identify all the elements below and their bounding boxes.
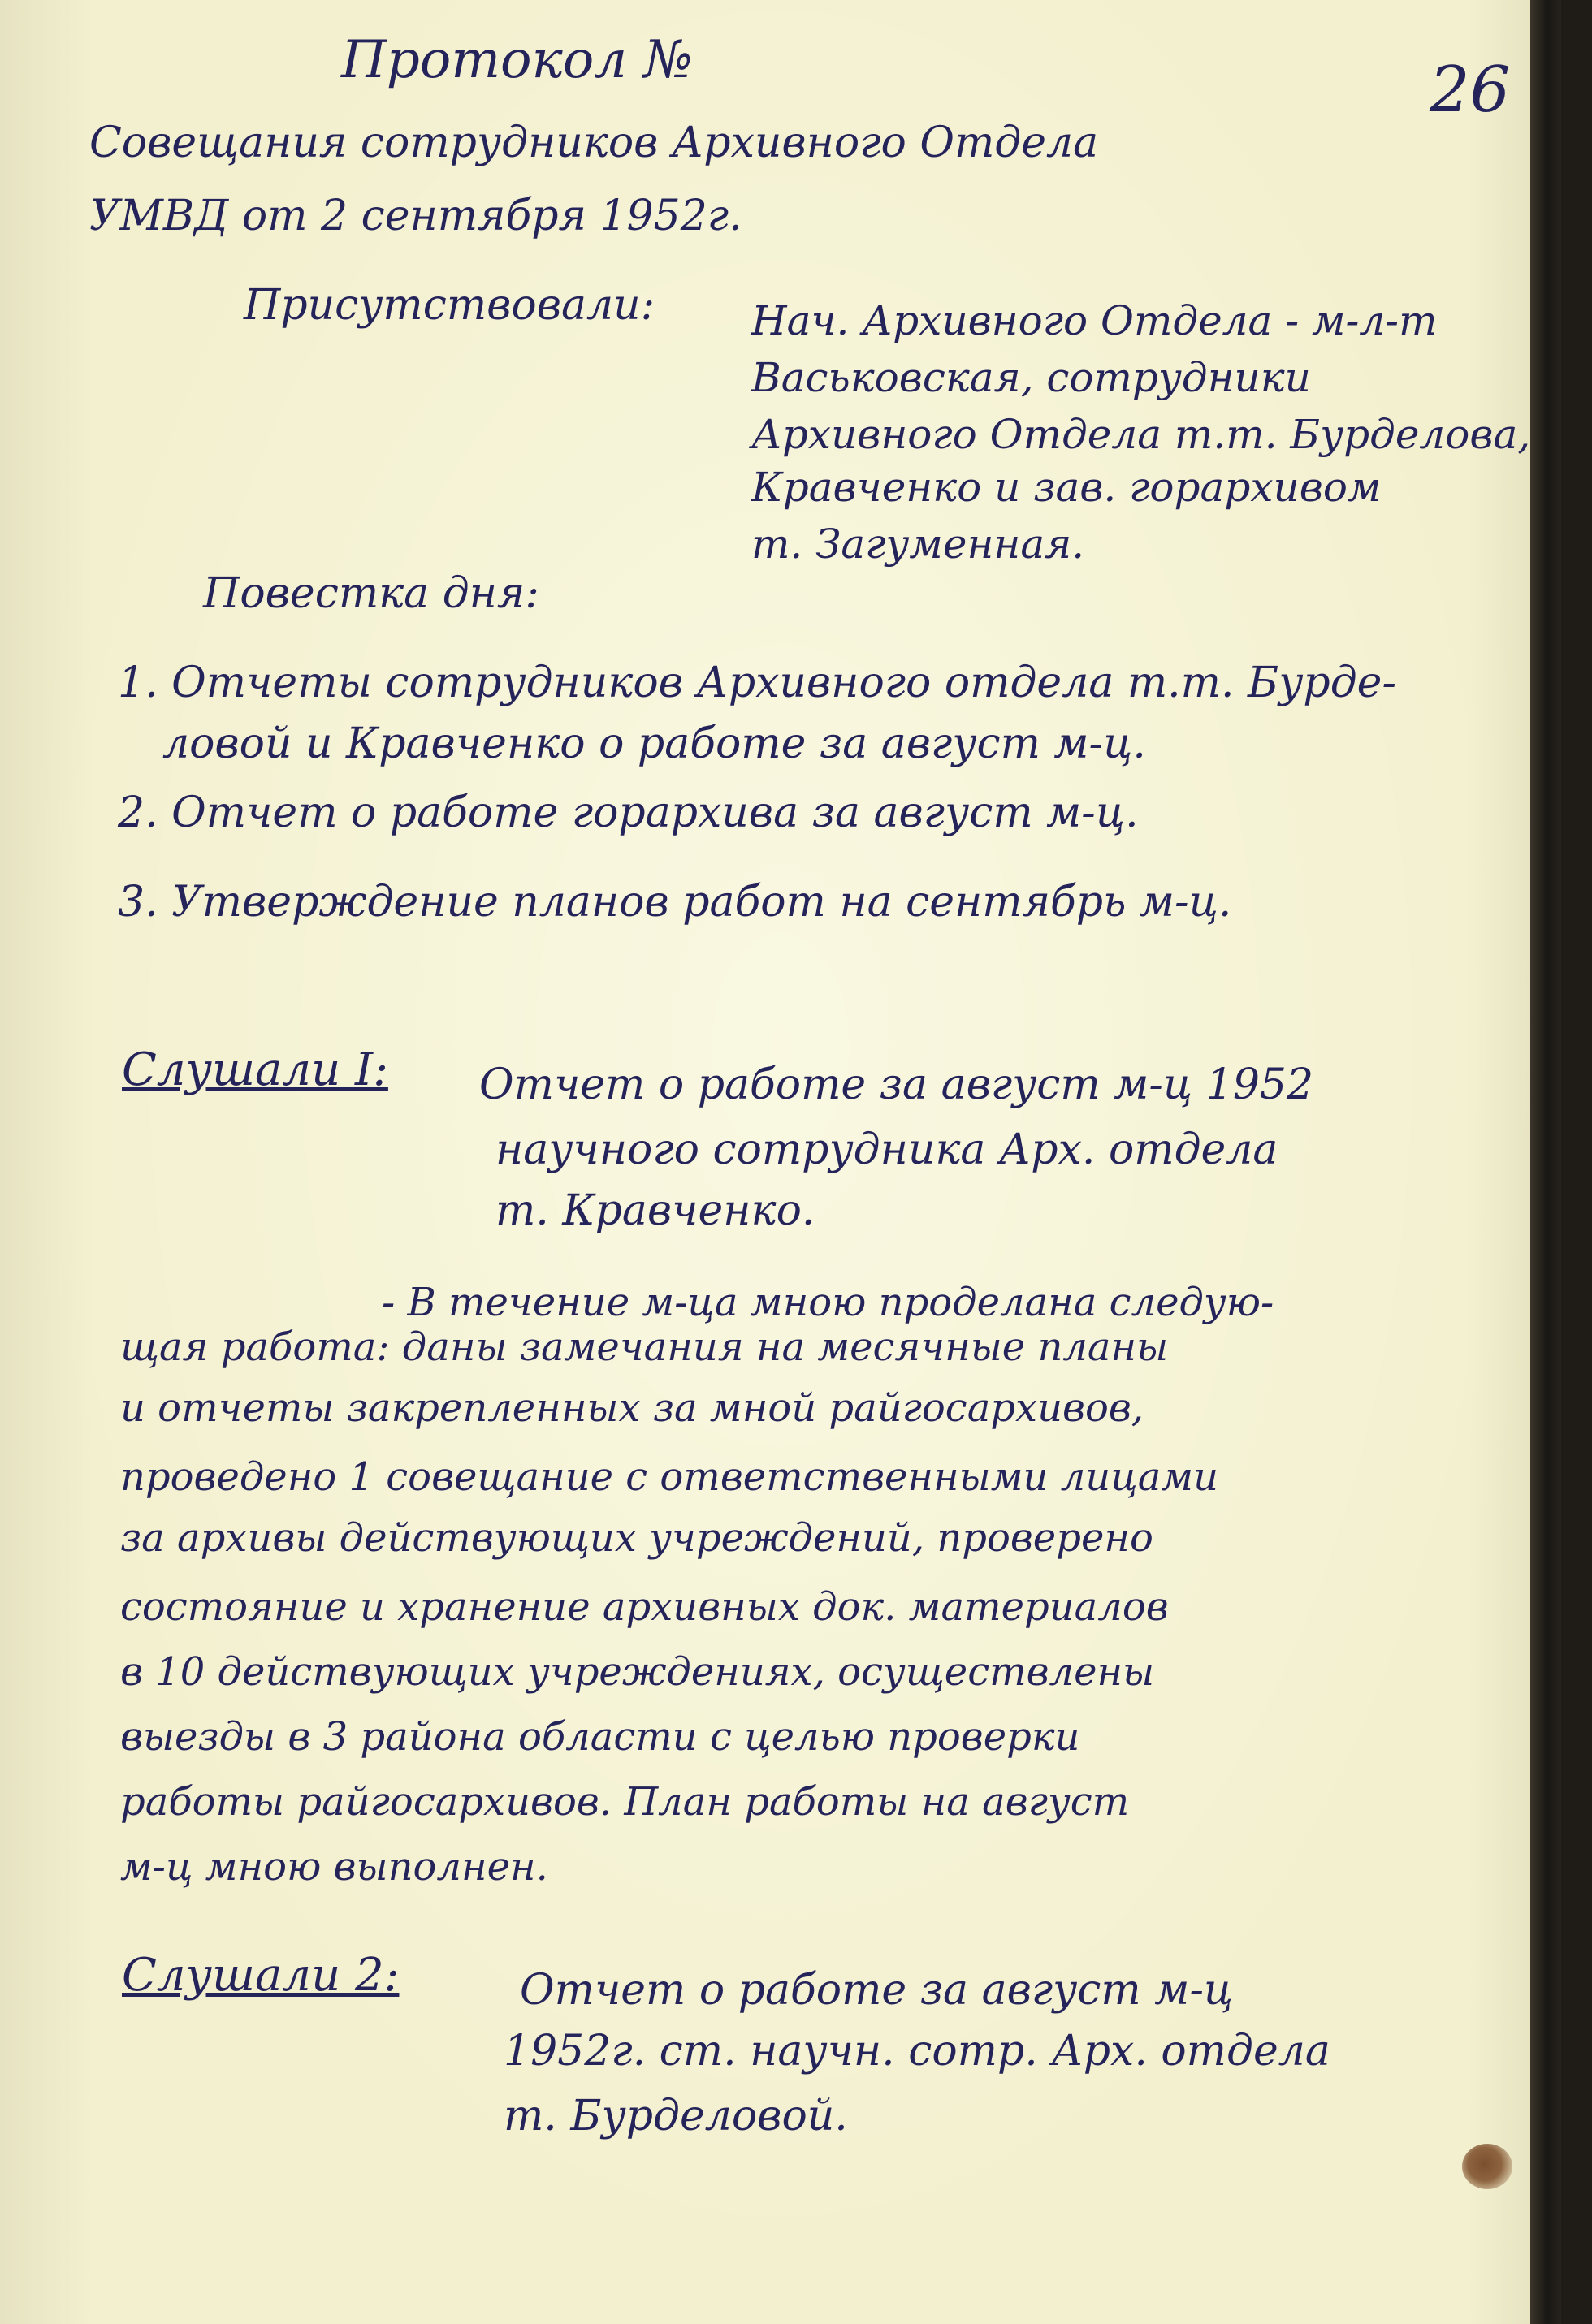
heard-2-title-line: т. Бурделовой. [504, 2092, 848, 2140]
agenda-item: ловой и Кравченко о работе за август м-ц. [162, 719, 1146, 768]
organization-line-2: УМВД от 2 сентября 1952г. [89, 192, 742, 240]
present-line: Архивного Отдела т.т. Бурделова, [751, 411, 1531, 458]
report-body-line: и отчеты закрепленных за мной райгосархивов, [120, 1385, 1144, 1431]
report-body-line: проведено 1 совещание с ответственными лицами [120, 1454, 1219, 1500]
heard-1-title-line: научного сотрудника Арх. отдела [495, 1125, 1278, 1174]
organization-line-1: Совещания сотрудников Архивного Отдела [89, 119, 1099, 167]
present-line: Кравченко и зав. горархивом [751, 464, 1382, 511]
report-body-line: в 10 действующих учреждениях, осуществлены [120, 1649, 1155, 1695]
present-label: Присутствовали: [244, 281, 655, 330]
page-number: 26 [1430, 54, 1511, 127]
folder-edge [1530, 0, 1561, 2324]
report-body-line: щая работа: даны замечания на месячные планы [120, 1324, 1169, 1370]
present-line: Нач. Архивного Отдела - м-л-т [751, 297, 1438, 344]
heard-1-label: Слушали I: [122, 1043, 388, 1096]
agenda-label: Повестка дня: [203, 569, 539, 618]
heard-1-title-line: т. Кравченко. [495, 1186, 815, 1235]
present-line: т. Загуменная. [751, 521, 1085, 568]
stain-mark [1462, 2144, 1512, 2189]
report-body-line: за архивы действующих учреждений, проверено [120, 1515, 1153, 1561]
heard-2-title-line: Отчет о работе за август м-ц [520, 1966, 1234, 2015]
heard-2-label: Слушали 2: [122, 1949, 400, 2002]
heard-1-title-line: Отчет о работе за август м-ц 1952 [479, 1060, 1314, 1109]
report-body-line: м-ц мною выполнен. [120, 1844, 548, 1890]
agenda-item: 3. Утверждение планов работ на сентябрь м-ц. [118, 878, 1232, 927]
agenda-item: 2. Отчет о работе горархива за август м-ц. [118, 788, 1139, 837]
present-line: Васьковская, сотрудники [751, 354, 1311, 401]
report-body-line: - В течение м-ца мною проделана следую- [382, 1280, 1274, 1325]
document-title: Протокол № [341, 30, 693, 90]
heard-2-title-line: 1952г. ст. научн. сотр. Арх. отдела [504, 2027, 1330, 2076]
agenda-item: 1. Отчеты сотрудников Архивного отдела т.т. Бурде- [118, 659, 1397, 707]
report-body-line: выезды в 3 района области с целью проверки [120, 1714, 1080, 1760]
report-body-line: работы райгосархивов. План работы на август [120, 1779, 1130, 1825]
report-body-line: состояние и хранение архивных док. материалов [120, 1584, 1169, 1630]
